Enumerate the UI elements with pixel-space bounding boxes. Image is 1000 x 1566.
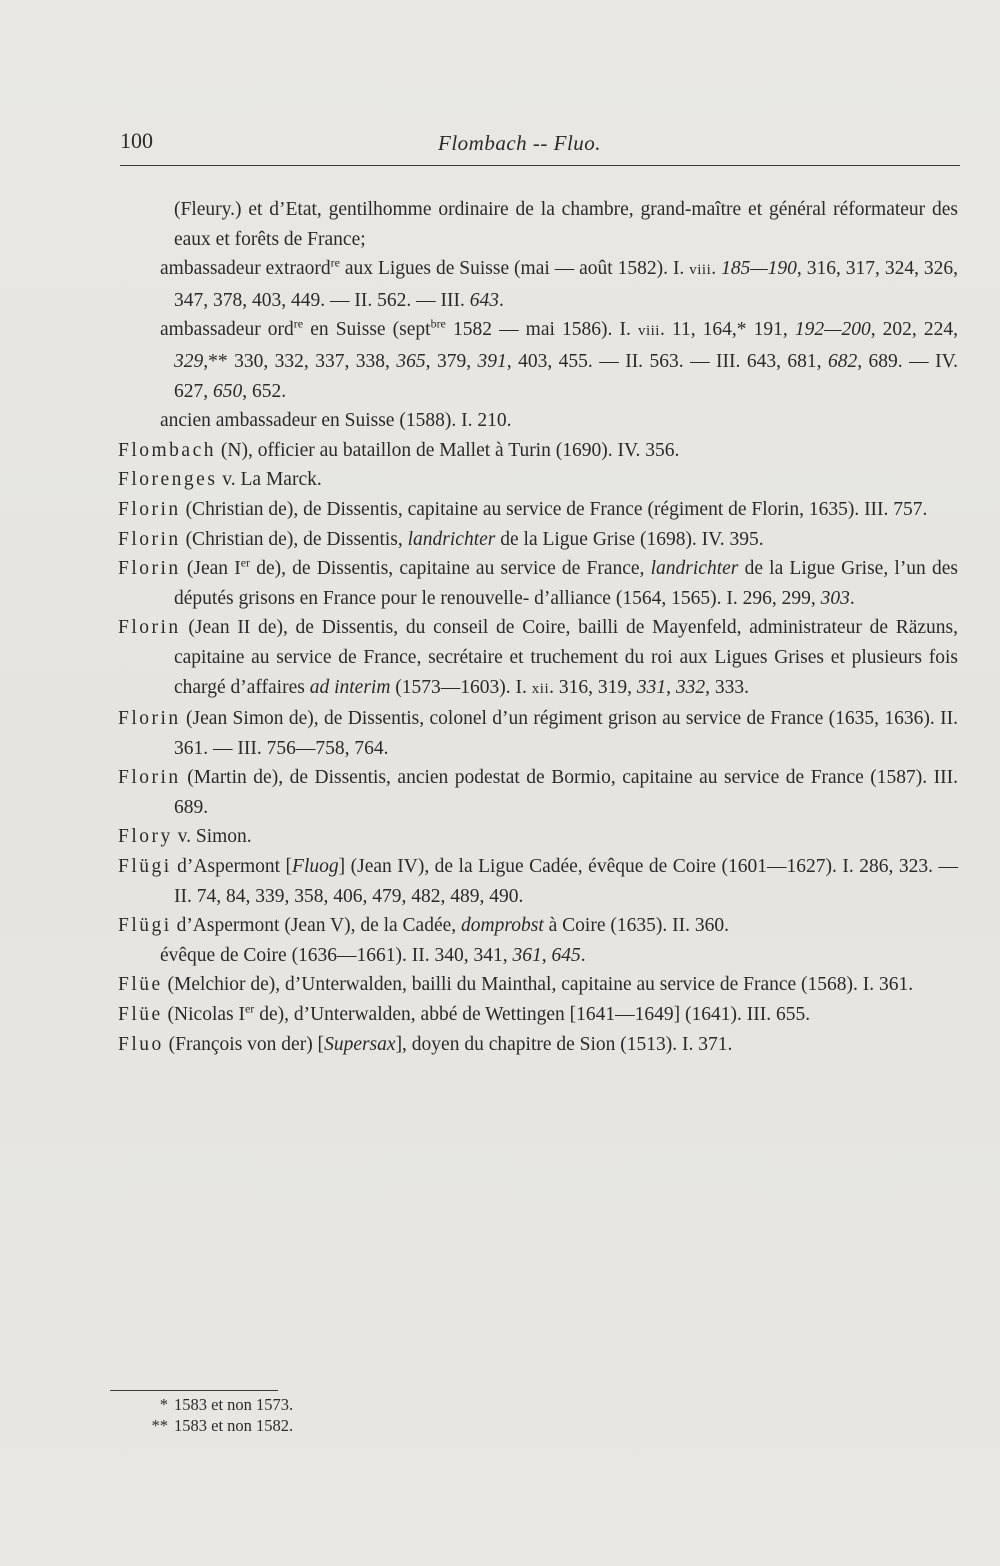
- superscript: bre: [430, 316, 446, 331]
- entry-text: v. La Marck.: [217, 469, 322, 491]
- entry-text: .: [849, 587, 855, 609]
- italic-reference: domprobst: [461, 915, 544, 937]
- index-entry: [118, 1000, 958, 1030]
- superscript: er: [240, 555, 251, 570]
- footnote-rule: [110, 1390, 278, 1391]
- index-entry-continuation: [118, 195, 958, 254]
- entry-text: (Fleury.) et d’Etat, gentilhomme ordinaire de la chambre, grand-maître et général réformateur des eaux et forêts de France;: [174, 199, 958, 250]
- entry-headword: Flügi: [118, 915, 172, 937]
- entry-headword: Flügi: [118, 856, 172, 878]
- index-entry: [118, 704, 958, 763]
- index-subentry: [118, 406, 958, 436]
- italic-reference: Fluog: [292, 856, 339, 878]
- italic-reference: 329: [174, 350, 204, 372]
- entry-headword: Florin: [118, 767, 181, 789]
- index-entry: [118, 554, 958, 613]
- entry-text: (Christian de), de Dissentis,: [180, 528, 408, 550]
- entry-text: de), de Dissentis, capitaine au service de France,: [250, 558, 651, 580]
- entry-text: (Jean Simon de), de Dissentis, colonel d’un régiment grison au service de France (1635, 1636). II. 361. — III. 756—758, 764.: [174, 708, 958, 759]
- header-rule: [120, 165, 960, 166]
- entry-text: de la Ligue Grise (1698). IV. 395.: [495, 528, 764, 550]
- entry-text: évêque de Coire (1636—1661). II. 340, 341,: [160, 944, 513, 966]
- footnote-text: 1583 et non 1582.: [174, 1416, 294, 1435]
- entry-text: (N), officier au bataillon de Mallet à Turin (1690). IV. 356.: [216, 439, 680, 461]
- italic-reference: ad interim: [309, 676, 391, 698]
- index-subentry: [118, 315, 958, 406]
- index-entry: [118, 970, 958, 1000]
- entry-text: , 403, 455. — II. 563. — III. 643, 681,: [506, 350, 828, 372]
- entry-text: ,: [541, 944, 552, 966]
- small-caps-numeral: viii: [689, 262, 712, 279]
- entry-text: .: [498, 289, 504, 311]
- entry-headword: Florin: [118, 558, 181, 580]
- entry-text: (Martin de), de Dissentis, ancien podestat de Bormio, capitaine au service de France (1587). III. 689.: [174, 767, 958, 818]
- italic-reference: 643: [469, 289, 499, 311]
- footnote-mark: *: [159, 1395, 168, 1414]
- index-entry: [118, 613, 958, 704]
- footnote: [140, 1415, 400, 1436]
- entry-text: ] (Jean IV), de la Ligue Cadée, évêque de Coire (1601—1627). I. 286, 323. — II. 74, 84, 339, 358, 406, 479, 482, 489, 490.: [174, 856, 958, 907]
- entry-headword: Florin: [118, 498, 181, 520]
- index-entry: [118, 763, 958, 822]
- entry-text: 1582 — mai 1586). I.: [445, 319, 638, 341]
- italic-reference: 192—200: [794, 319, 871, 341]
- page-number: 100: [120, 128, 153, 153]
- entry-text: ,: [666, 676, 676, 698]
- small-caps-numeral: viii: [637, 323, 660, 340]
- superscript: er: [244, 1001, 255, 1016]
- index-subentry: [118, 941, 958, 971]
- entry-text: de), d’Unterwalden, abbé de Wettingen [1641—1649] (1641). III. 655.: [254, 1004, 811, 1026]
- index-entry: [118, 525, 958, 555]
- entry-text: (Christian de), de Dissentis, capitaine au service de France (régiment de Florin, 1635). III. 757.: [180, 498, 928, 520]
- entry-text: aux Ligues de Suisse (mai — août 1582). I.: [339, 258, 690, 280]
- entry-text: (Jean I: [180, 558, 241, 580]
- entry-text: , 652.: [242, 380, 287, 402]
- entry-text: ancien ambassadeur en Suisse (1588). I. 210.: [160, 410, 512, 432]
- entry-text: de la Ligue Grise, l’un des députés grisons en France pour le renouvelle- d’alliance (1564, 1565). I. 296, 299,: [174, 558, 958, 609]
- italic-reference: 361: [512, 944, 542, 966]
- small-caps-numeral: xii: [531, 680, 550, 697]
- footnotes: [140, 1394, 400, 1436]
- entry-headword: Florin: [118, 528, 181, 550]
- entry-text: d’Aspermont [: [171, 856, 293, 878]
- italic-reference: 650: [213, 380, 243, 402]
- entry-text: .: [580, 944, 586, 966]
- entry-text: (François von der) [: [163, 1033, 325, 1055]
- entry-text: ambassadeur extraord: [160, 258, 331, 280]
- italic-reference: 332: [675, 676, 706, 698]
- entry-text: v. Simon.: [172, 826, 252, 848]
- entry-text: en Suisse (sept: [303, 319, 431, 341]
- entry-text: , 689. — IV. 627,: [174, 350, 959, 402]
- entry-text: , 316, 317, 324, 326, 347, 378, 403, 449. — II. 562. — III.: [174, 258, 959, 311]
- entry-text: . 11, 164,* 191,: [659, 319, 795, 341]
- index-entry: [118, 1030, 958, 1060]
- page-header: [120, 128, 960, 162]
- italic-reference: 303: [820, 587, 850, 609]
- entry-text: ambassadeur ord: [160, 319, 294, 341]
- entry-text: ,** 330, 332, 337, 338,: [203, 350, 397, 372]
- italic-reference: 391: [477, 350, 507, 372]
- italic-reference: 365: [396, 350, 426, 372]
- index-entry: [118, 495, 958, 525]
- italic-reference: Supersax: [324, 1033, 396, 1055]
- entry-text: d’Aspermont (Jean V), de la Cadée,: [171, 915, 462, 937]
- entry-headword: Fluo: [118, 1033, 164, 1055]
- entry-text: ], doyen du chapitre de Sion (1513). I. 371.: [395, 1033, 733, 1055]
- footnote: [140, 1394, 400, 1415]
- entry-headword: Florenges: [118, 469, 218, 491]
- index-entry: [118, 465, 958, 495]
- entry-text: . 316, 319,: [549, 676, 637, 698]
- italic-reference: 682: [827, 350, 858, 372]
- italic-reference: landrichter: [407, 528, 496, 550]
- entry-text: .: [711, 258, 722, 280]
- footnote-mark: **: [151, 1416, 168, 1435]
- index-entries: [118, 195, 958, 1059]
- entry-text: (1573—1603). I.: [390, 676, 532, 698]
- index-entry: [118, 852, 958, 911]
- entry-headword: Flüe: [118, 974, 163, 996]
- index-entry: [118, 436, 958, 466]
- index-entry: [118, 822, 958, 852]
- superscript: re: [330, 255, 340, 270]
- entry-headword: Flüe: [118, 1004, 163, 1026]
- footnote-text: 1583 et non 1573.: [174, 1395, 294, 1414]
- index-subentry: [118, 254, 958, 315]
- entry-headword: Flombach: [118, 439, 216, 461]
- running-head: Flombach -- Fluo.: [438, 131, 602, 155]
- entry-headword: Florin: [118, 708, 181, 730]
- index-entry: [118, 911, 958, 941]
- entry-text: , 333.: [705, 676, 749, 698]
- italic-reference: landrichter: [650, 558, 739, 580]
- entry-text: (Jean II de), de Dissentis, du conseil de Coire, bailli de Mayenfeld, administrateur de Räzuns, capitaine au service de France, secrétaire et truchement du roi aux Ligues Grises et plusieurs fois chargé d’affaires: [174, 617, 958, 698]
- entry-headword: Flory: [118, 826, 173, 848]
- entry-text: , 202, 224,: [870, 319, 959, 341]
- italic-reference: 331: [636, 676, 667, 698]
- entry-text: (Melchior de), d’Unterwalden, bailli du Mainthal, capitaine au service de France (1568). I. 361.: [162, 974, 914, 996]
- entry-text: à Coire (1635). II. 360.: [543, 915, 729, 937]
- entry-text: , 379,: [425, 350, 478, 372]
- entry-text: (Nicolas I: [162, 1004, 245, 1026]
- entry-headword: Florin: [118, 617, 181, 639]
- italic-reference: 645: [551, 944, 581, 966]
- superscript: re: [293, 316, 304, 331]
- italic-reference: 185—190: [721, 258, 797, 280]
